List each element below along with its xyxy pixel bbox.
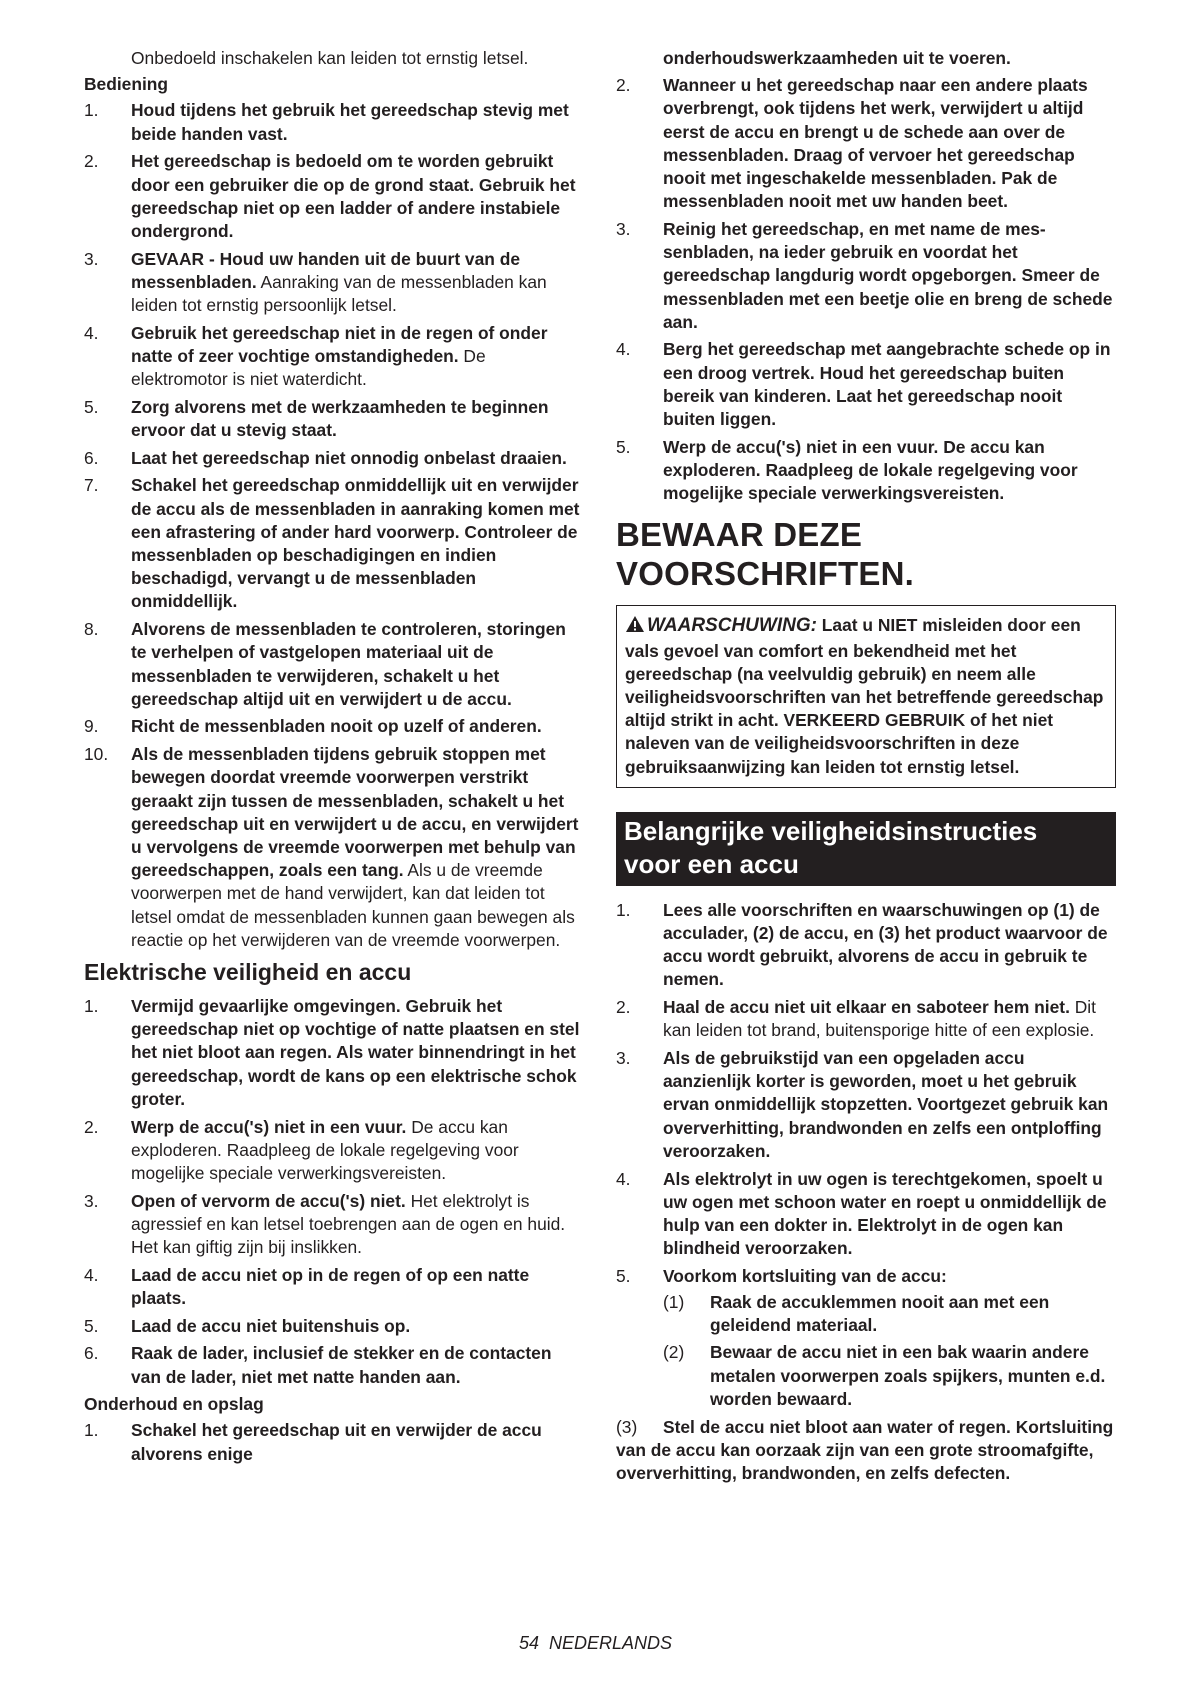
item-number: 5. xyxy=(616,1265,631,1286)
list-item xyxy=(84,1419,584,1465)
item-bold-text: Als de messenbladen tijdens gebruik stoppen met bewegen doordat vreemde voorwerpen verstrikt geraakt zijn tussen de messenbladen, schakelt u het gereedschap uit en verwijdert u de accu, en verwijdert u vervolgens de vreemde voorwerpen met behulp van gereedschappen, zoals een tang. xyxy=(131,744,579,881)
item-bold-text: Lees alle voorschriften en waarschuwingen op (1) de acculader, (2) de accu, en (3) het product waarvoor de accu wordt gebruikt, alvorens de accu in gebruik te nemen. xyxy=(663,899,1108,990)
battery-header-line-1: Belangrijke veiligheidsinstructies xyxy=(624,815,1038,846)
list-item xyxy=(84,447,584,470)
item-number: 5. xyxy=(84,1315,99,1336)
list-item xyxy=(84,1190,584,1260)
bediening-list xyxy=(84,99,584,952)
battery-header-line-2: voor een accu xyxy=(624,848,799,879)
sub-item-text: Raak de accuklemmen nooit aan met een geleidend materiaal. xyxy=(710,1292,1050,1336)
onderhoud-list xyxy=(84,1419,584,1465)
item-number: 3. xyxy=(84,248,99,269)
list-item xyxy=(84,99,584,145)
sub-item-text: Bewaar de accu niet in een bak waarin andere metalen voorwerpen zoals spijkers, munten e.d. worden bewaard. xyxy=(710,1342,1106,1409)
list-item xyxy=(84,1342,584,1388)
item-bold-text: Berg het gereedschap met aangebrachte schede op in een droog vertrek. Houd het gereedschap buiten bereik van kinderen. Laat het gereedschap nooit buiten liggen. xyxy=(663,339,1111,430)
list-item xyxy=(84,995,584,1111)
item-bold-text: Werp de accu('s) niet in een vuur. De accu kan exploderen. Raadpleeg de lokale regelgeving voor mogelijke speciale verwerkingsvereisten. xyxy=(663,436,1078,504)
item-bold-text: Voorkom kortsluiting van de accu: xyxy=(663,1265,947,1286)
sublist-item xyxy=(663,1291,1116,1337)
list-item xyxy=(84,743,584,952)
item-bold-text: Schakel het gereedschap uit en verwijder de accu alvorens enige xyxy=(131,1420,542,1464)
item-number: 4. xyxy=(84,322,99,343)
battery-sublist xyxy=(663,1291,1116,1411)
intro-text: Onbedoeld inschakelen kan leiden tot ernstig letsel. xyxy=(131,48,529,68)
list-item xyxy=(84,618,584,711)
item-number: 6. xyxy=(84,1343,99,1364)
item-number: 1. xyxy=(84,1420,99,1441)
left-column xyxy=(84,47,584,1470)
item-bold-text: Als elektrolyt in uw ogen is terechtgekomen, spoelt u uw ogen met schoon water en roept u onmiddellijk de hulp van een dokter in. Elektrolyt in de ogen kan blindheid veroorzaken. xyxy=(663,1168,1107,1259)
list-item xyxy=(84,150,584,243)
item-bold-text: Wanneer u het gereedschap naar een andere plaats overbrengt, ook tijdens het werk, verwijdert u altijd eerst de accu en brengt u de schede aan over de messenbladen. Draag of vervoer het gereedschap nooit met ingeschakelde messenbladen. Pak de messenbladen nooit met uw handen beet. xyxy=(663,75,1088,212)
sub-item-number: (2) xyxy=(663,1342,685,1363)
list-item xyxy=(84,1315,584,1338)
item-bold-text: Laat het gereedschap niet onnodig onbelast draaien. xyxy=(131,447,567,468)
item-number: 1. xyxy=(84,996,99,1017)
list-item xyxy=(616,1047,1116,1163)
section-title-onderhoud: Onderhoud en opslag xyxy=(84,1394,264,1415)
item-number: 5. xyxy=(616,436,631,457)
warning-triangle-icon xyxy=(625,615,645,639)
item-bold-text: Raak de lader, inclusief de stekker en de contacten van de lader, niet met natte handen aan. xyxy=(131,1343,552,1387)
sublist-item-3 xyxy=(616,1416,1116,1486)
item-bold-text: Werp de accu('s) niet in een vuur. xyxy=(131,1116,407,1137)
item-bold-text: Vermijd gevaarlijke omgevingen. Gebruik het gereedschap niet op vochtige of natte plaatsen en stel het niet bloot aan regen. Als water binnendringt in het gereedschap, wordt de kans op een elektrische schok groter. xyxy=(131,996,580,1109)
item-bold-text: Schakel het gereedschap onmiddellijk uit en verwijder de accu als de messenbladen in aanraking komen met een afrastering of ander hard voorwerp. Controleer de messenbladen op beschadigingen en indien beschadigd, vervangt u de messenbladen onmiddellijk. xyxy=(131,475,580,612)
sublist-item xyxy=(663,1341,1116,1411)
item-bold-text: Richt de messenbladen nooit op uzelf of anderen. xyxy=(131,716,542,737)
item-number: 6. xyxy=(84,447,99,468)
right-column xyxy=(616,47,1116,1485)
sub-item-number: (1) xyxy=(663,1292,685,1313)
list-item xyxy=(84,396,584,442)
item-number: 3. xyxy=(84,1190,99,1211)
item-bold-text: Haal de accu niet uit elkaar en saboteer hem niet. xyxy=(663,997,1070,1018)
warning-text: Laat u NIET misleiden door een vals gevoel van comfort en bekendheid met het gereedschap (na veelvuldig gebruik) en neem alle veiligheidsvoorschriften van het betreffende gereedschap altijd strikt in acht. VERKEERD GEBRUIK of het niet naleven van de veiligheidsvoorschriften in deze gebruiksaanwijzing kan leiden tot ernstig letsel. xyxy=(625,615,1104,777)
item-number: 7. xyxy=(84,475,99,496)
item-number: 4. xyxy=(616,1168,631,1189)
list-item xyxy=(84,322,584,392)
list-item xyxy=(616,436,1116,506)
item-bold-text: Alvorens de messenbladen te controleren, storingen te verhelpen of vastgelopen materiaal uit de messenbladen te verwijderen, schakelt u het gereedschap altijd uit en verwijdert u de accu. xyxy=(131,619,566,709)
item-number: 4. xyxy=(84,1264,99,1285)
list-item xyxy=(84,1116,584,1186)
item-text: De elektromotor is niet waterdicht. xyxy=(131,345,486,390)
item-bold-text: Als de gebruikstijd van een opgeladen accu aanzienlijk korter is geworden, moet u het gebruik ervan onmiddellijk stopzetten. Voortgezet gebruik kan oververhitting, brandwonden en zelfs een ontploffing veroorzaken. xyxy=(663,1048,1109,1161)
item-number: 3. xyxy=(616,218,631,239)
item-number: 1. xyxy=(616,899,631,920)
list-item xyxy=(616,338,1116,431)
item-number: 2. xyxy=(84,151,99,172)
item-number: 4. xyxy=(616,339,631,360)
list-item xyxy=(616,74,1116,213)
item-number: 10. xyxy=(84,744,109,765)
page-footer xyxy=(0,1633,1191,1654)
item-number: 1. xyxy=(84,100,99,121)
battery-safety-header xyxy=(616,812,1116,886)
item-bold-text: Open of vervorm de accu('s) niet. xyxy=(131,1190,406,1211)
item-number: 8. xyxy=(84,619,99,640)
item-bold-text: Laad de accu niet buitenshuis op. xyxy=(131,1315,411,1336)
battery-list xyxy=(616,899,1116,1411)
section-heading-elektrisch: Elektrische veiligheid en accu xyxy=(84,959,412,986)
save-title-line-1: BEWAAR DEZE xyxy=(616,516,863,554)
list-item xyxy=(84,474,584,613)
save-instructions-title xyxy=(616,515,1116,593)
item-text: Als u de vreemde voorwerpen met de hand verwijdert, kan dat leiden tot letsel omdat de messenbladen kunnen gaan bewegen als reactie op het verwijderen van de vreemde voorwerpen. xyxy=(131,860,575,950)
continued-text: onderhoudswerkzaamheden uit te voeren. xyxy=(663,48,1011,68)
sub-item-number: (3) xyxy=(616,1416,638,1437)
list-item xyxy=(616,1168,1116,1261)
language-label: NEDERLANDS xyxy=(549,1633,673,1653)
list-item xyxy=(84,1264,584,1310)
list-item xyxy=(616,218,1116,334)
sub-item-text: Stel de accu niet bloot aan water of regen. Kortsluiting van de accu kan oorzaak zijn van een grote stroomafgifte, oververhitting, brandwonden, en zelfs defecten. xyxy=(616,1416,1114,1483)
item-number: 3. xyxy=(616,1048,631,1068)
warning-box xyxy=(616,605,1116,787)
save-title-line-2: VOORSCHRIFTEN. xyxy=(616,555,914,593)
item-bold-text: Het gereedschap is bedoeld om te worden gebruikt door een gebruiker die op de grond staat. Gebruik het gereedschap niet op een ladder of andere instabiele ondergrond. xyxy=(131,151,576,241)
item-text: Aanraking van de messenbladen kan leiden tot ernstig persoonlijk letsel. xyxy=(131,271,547,316)
warning-label: WAARSCHUWING: xyxy=(647,615,817,637)
item-number: 2. xyxy=(84,1116,99,1137)
item-text: Dit kan leiden tot brand, buitensporige hitte of een explosie. xyxy=(663,997,1096,1041)
list-item xyxy=(616,899,1116,992)
item-number: 2. xyxy=(616,75,631,96)
elektrisch-list xyxy=(84,995,584,1389)
list-item xyxy=(616,1265,1116,1411)
item-number: 5. xyxy=(84,396,99,417)
item-bold-text: Gebruik het gereedschap niet in de regen of onder natte of zeer vochtige omstandigheden. xyxy=(131,322,548,366)
item-number: 9. xyxy=(84,716,99,737)
item-text: Het elektrolyt is agressief en kan letsel toebrengen aan de ogen en huid. Het kan giftig zijn bij inslikken. xyxy=(131,1190,566,1258)
onderhoud-list-continued xyxy=(616,74,1116,505)
list-item xyxy=(616,996,1116,1042)
item-bold-text: GEVAAR - Houd uw handen uit de buurt van de messenbladen. xyxy=(131,248,521,292)
section-title-bediening: Bediening xyxy=(84,74,169,95)
list-item xyxy=(84,248,584,318)
item-bold-text: Zorg alvorens met de werkzaamheden te beginnen ervoor dat u stevig staat. xyxy=(131,396,549,441)
item-bold-text: Reinig het gereedschap, en met name de messenbladen, na ieder gebruik en voordat het gereedschap langdurig wordt opgeborgen. Smeer de messenbladen met een beetje olie en breng de schede aan. xyxy=(663,218,1113,332)
item-text: De accu kan exploderen. Raadpleeg de lokale regelgeving voor mogelijke speciale verwerkingsvereisten. xyxy=(131,1116,519,1183)
item-bold-text: Houd tijdens het gebruik het gereedschap stevig met beide handen vast. xyxy=(131,100,569,144)
item-bold-text: Laad de accu niet op in de regen of op een natte plaats. xyxy=(131,1264,530,1308)
list-item xyxy=(84,715,584,738)
page-number: 54 xyxy=(518,1633,539,1653)
item-number: 2. xyxy=(616,997,631,1018)
